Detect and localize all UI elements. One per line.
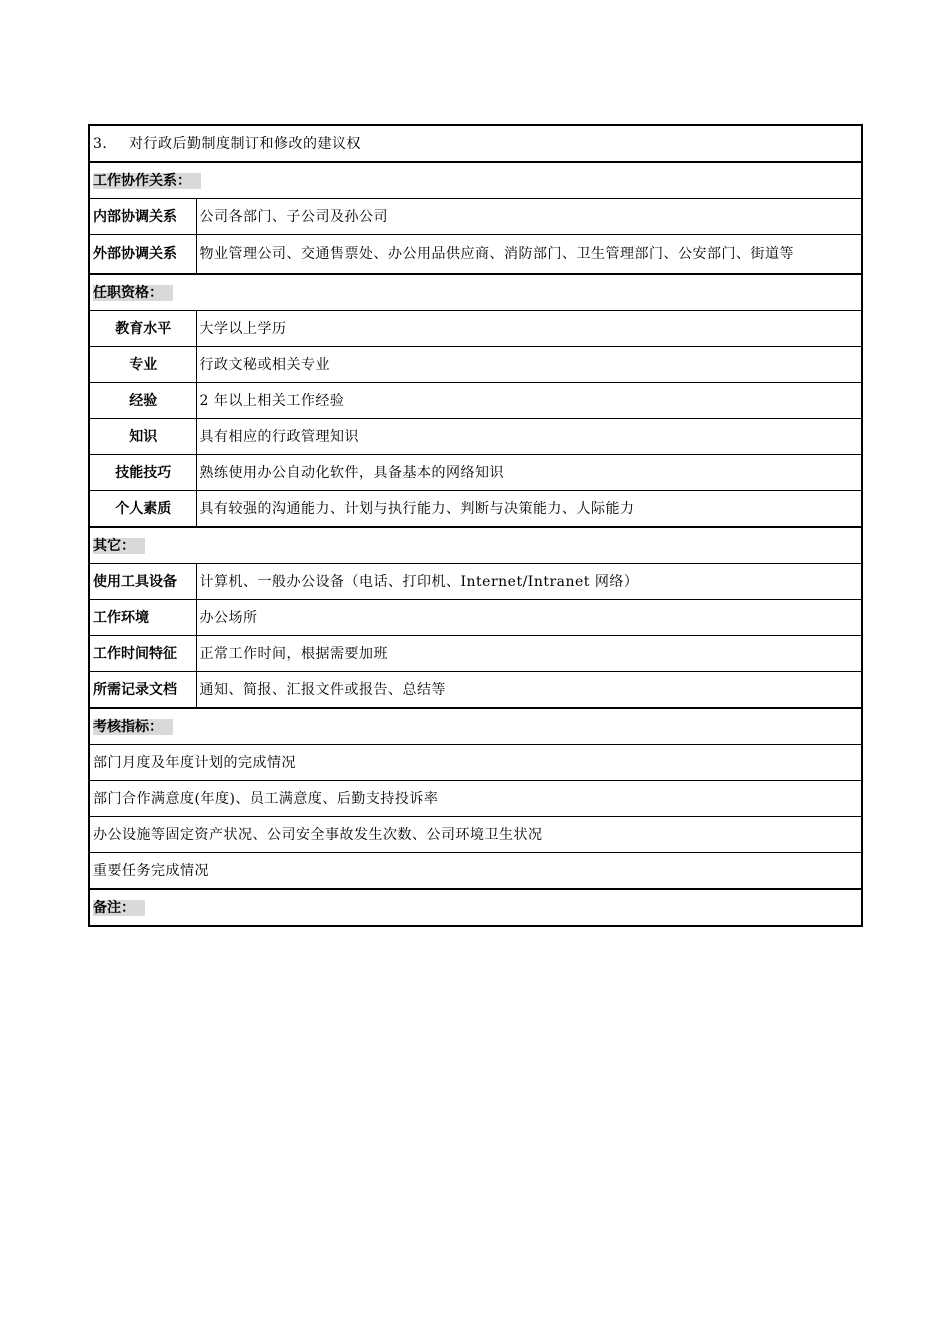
row-label: 所需记录文档 <box>89 672 196 709</box>
row-label: 知识 <box>89 419 196 455</box>
row-value: 计算机、一般办公设备（电话、打印机、Internet/Intranet 网络） <box>196 564 862 600</box>
table-row <box>89 564 862 600</box>
row-label: 个人素质 <box>89 491 196 528</box>
section-header-row <box>89 274 862 311</box>
table-row <box>89 199 862 235</box>
row-value: 公司各部门、子公司及孙公司 <box>196 199 862 235</box>
row-value: 具有较强的沟通能力、计划与执行能力、判断与决策能力、人际能力 <box>196 491 862 528</box>
row-label: 专业 <box>89 347 196 383</box>
section-header-row <box>89 889 862 926</box>
row-value: 2 年以上相关工作经验 <box>196 383 862 419</box>
row-value: 大学以上学历 <box>196 311 862 347</box>
section-remarks <box>89 889 862 926</box>
item-text: 对行政后勤制度制订和修改的建议权 <box>129 135 361 152</box>
row-value: 具有相应的行政管理知识 <box>196 419 862 455</box>
assessment-item: 部门月度及年度计划的完成情况 <box>89 745 862 781</box>
table-row <box>89 491 862 528</box>
assessment-item: 办公设施等固定资产状况、公司安全事故发生次数、公司环境卫生状况 <box>89 817 862 853</box>
row-value: 行政文秘或相关专业 <box>196 347 862 383</box>
table-row <box>89 745 862 781</box>
section-header-row <box>89 162 862 199</box>
item-number: 3. <box>93 135 108 152</box>
assessment-item: 部门合作满意度(年度)、员工满意度、后勤支持投诉率 <box>89 781 862 817</box>
table-row <box>89 817 862 853</box>
table-row <box>89 311 862 347</box>
row-value: 办公场所 <box>196 600 862 636</box>
assessment-item: 重要任务完成情况 <box>89 853 862 890</box>
table-row <box>89 636 862 672</box>
section-header-row <box>89 708 862 745</box>
row-label: 技能技巧 <box>89 455 196 491</box>
section-header-row <box>89 527 862 564</box>
section-title: 考核指标： <box>93 719 173 735</box>
row-value: 正常工作时间，根据需要加班 <box>196 636 862 672</box>
section-cooperation <box>89 162 862 199</box>
table-row <box>89 672 862 709</box>
table-row <box>89 383 862 419</box>
table-row <box>89 125 862 162</box>
section-title: 工作协作关系： <box>93 173 201 189</box>
row-label: 经验 <box>89 383 196 419</box>
job-description-table <box>88 124 863 927</box>
row-label: 教育水平 <box>89 311 196 347</box>
section-qualification <box>89 274 862 311</box>
table-row <box>89 419 862 455</box>
row-label: 内部协调关系 <box>89 199 196 235</box>
table-row <box>89 853 862 890</box>
table-row <box>89 781 862 817</box>
section-assessment <box>89 708 862 745</box>
row-label: 使用工具设备 <box>89 564 196 600</box>
responsibility-item <box>89 125 862 162</box>
row-value: 物业管理公司、交通售票处、办公用品供应商、消防部门、卫生管理部门、公安部门、街道等 <box>196 235 862 275</box>
row-label: 工作环境 <box>89 600 196 636</box>
section-other <box>89 527 862 564</box>
table-row <box>89 455 862 491</box>
row-value: 通知、简报、汇报文件或报告、总结等 <box>196 672 862 709</box>
section-title: 备注： <box>93 900 145 916</box>
table-row <box>89 347 862 383</box>
table-row <box>89 600 862 636</box>
row-label: 工作时间特征 <box>89 636 196 672</box>
row-label: 外部协调关系 <box>89 235 196 275</box>
section-title: 任职资格： <box>93 285 173 301</box>
section-title: 其它： <box>93 538 145 554</box>
table-row <box>89 235 862 275</box>
row-value: 熟练使用办公自动化软件，具备基本的网络知识 <box>196 455 862 491</box>
